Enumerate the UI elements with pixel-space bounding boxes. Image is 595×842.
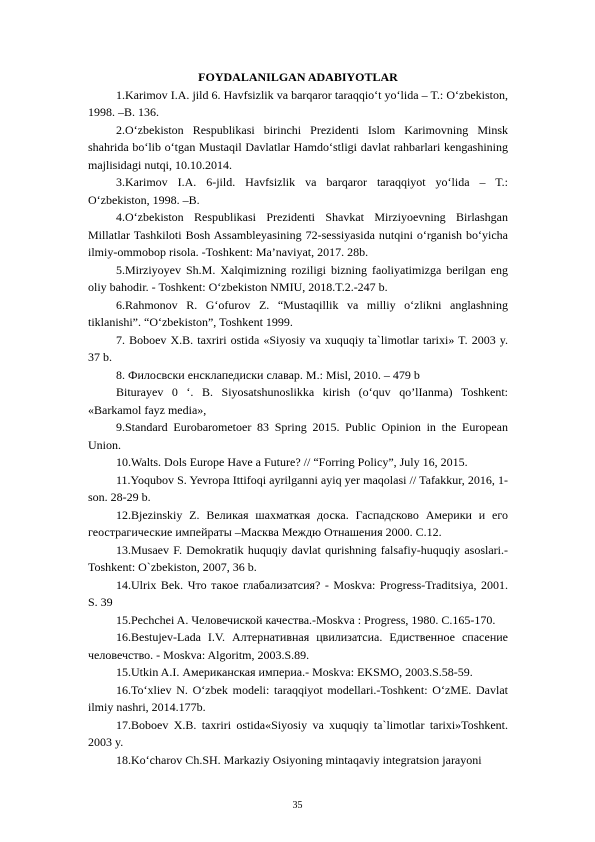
page-number: 35 <box>292 800 303 811</box>
reference-entry-16: 16.Bestujev-Lada I.V. Алтернативная цвилизатсиа. Едиственное спасение человечство. - Moskva: Algoritm, 2003.S.89. <box>88 630 508 662</box>
reference-entry-7: 7. Boboev X.B. taxriri ostida «Siyosiy va xuquqiy ta`limotlar tarixi» T. 2003 y. 37 b. <box>88 332 508 364</box>
reference-entry-15b: 15.Utkin A.I. Американская империа.- Moskva: EKSMO, 2003.S.58-59. <box>116 665 473 679</box>
reference-entry-6: 6.Rahmonov R. G‘ofurov Z. “Mustaqillik va milliy o‘zlikni anglashning tiklanishi”. “O‘zbekiston”, Toshkent 1999. <box>88 297 508 329</box>
reference-entry-3: 3.Karimov I.A. 6-jild. Havfsizlik va barqaror taraqqiyot yo‘lida – T.: O‘zbekiston, 1998. –B. <box>88 175 508 207</box>
reference-entry-17: 17.Boboev X.B. taxriri ostida«Siyosiy va xuquqiy ta`limotlar tarixi»Toshkent. 2003 y. <box>88 717 508 749</box>
document-page <box>88 69 508 769</box>
reference-entry-18: 18.Ko‘charov Ch.SH. Markaziy Osiyoning mintaqaviy integratsion jarayoni <box>116 752 482 767</box>
reference-entry-9: 9.Standard Eurobarometoer 83 Spring 2015. Public Opinion in the European Union. <box>88 420 508 452</box>
reference-entry-1: 1.Karimov I.A. jild 6. Havfsizlik va barqaror taraqqio‘t yo‘lida – T.: O‘zbekiston, 1998. –B. 136. <box>88 87 508 119</box>
reference-entry-5: 5.Mirziyoyev Sh.M. Xalqimizning roziligi bizning faoliyatimizga berilgan eng oliy bahodir. - Toshkent: O‘zbekiston NMIU, 2018.T.2.-247 b. <box>88 262 508 294</box>
reference-entry-12: 12.Bjezinskiy Z. Великая шахматкая доска. Гаспадсково Америки и его геострагические импейраты –Масква Междю Отнашения 2000. C.12. <box>88 507 508 539</box>
reference-entry-11: 11.Yoqubov S. Yevropa Ittifoqi ayrilganni ayiq yer maqolasi // Tafakkur, 2016, 1-son. 28-29 b. <box>88 472 508 504</box>
reference-entry-2: 2.O‘zbekiston Respublikasi birinchi Prezidenti Islom Karimovning Minsk shahrida bo‘lib o‘tgan Mustaqil Davlatlar Hamdo‘stligi davlat rahbarlari kengashining majlisidagi nutqi, 10.10.2014. <box>88 122 508 172</box>
reference-entry-8: 8. Филосвски енсклапедиски славар. М.: Misl, 2010. – 479 b <box>116 367 420 382</box>
reference-entry-14: 14.Ulrix Bek. Что такое глабализатсия? - Moskva: Progress-Traditsiya, 2001. S. 39 <box>88 577 508 609</box>
reference-entry-biturayev: Biturayev 0 ‘. B. Siyosatshunoslikka kirish (o‘quv qo’lIanma) Toshkent: «Barkamol fayz media», <box>88 385 508 417</box>
reference-entry-4: 4.O‘zbekiston Respublikasi Prezidenti Shavkat Mirziyoevning Birlashgan Millatlar Tashkiloti Bosh Assambleyasining 72-sessiyasida nutqini o‘rganish bo‘yicha ilmiy-ommobop risola. -Toshkent: Ma’naviyat, 2017. 28b. <box>88 210 508 259</box>
reference-entry-16b: 16.To‘xliev N. O‘zbek modeli: taraqqiyot modellari.-Toshkent: O‘zME. Davlat ilmiy nashri, 2014.177b. <box>88 682 508 714</box>
page-title: FOYDALANILGAN ADABIYOTLAR <box>198 70 398 84</box>
reference-entry-15: 15.Pechchei A. Человечиской качества.-Moskva : Progress, 1980. C.165-170. <box>116 612 496 627</box>
reference-entry-10: 10.Walts. Dols Europe Have a Future? // “Forring Policy”, July 16, 2015. <box>116 455 468 469</box>
reference-entry-13: 13.Musaev F. Demokratik huquqiy davlat qurishning falsafiy-huquqiy asoslari.-Toshkent: O`zbekiston, 2007, 36 b. <box>88 542 508 574</box>
